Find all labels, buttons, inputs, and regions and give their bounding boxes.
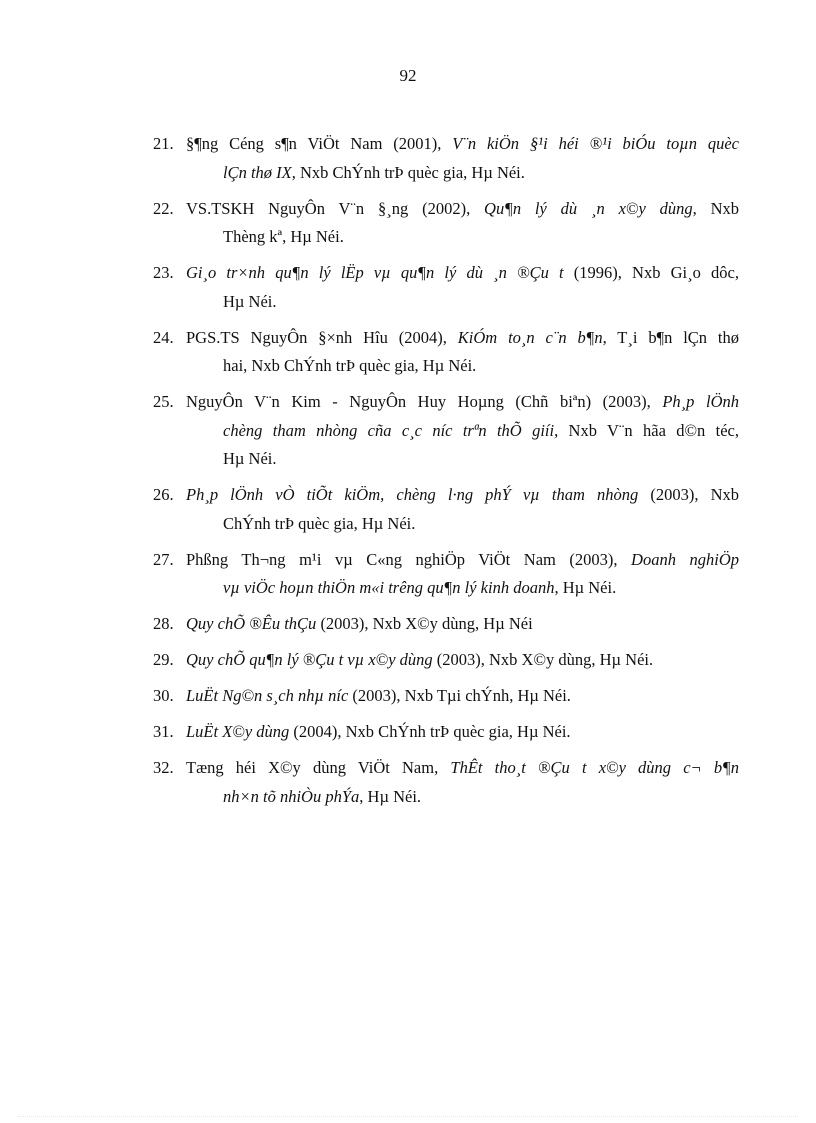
reference-title-segment: ThÊt tho¸t ®Çu t x©y dùng c¬ b¶n: [450, 758, 739, 777]
reference-title-segment: LuËt X©y dùng: [186, 722, 290, 741]
reference-item: [153, 388, 739, 474]
reference-line: [186, 324, 739, 353]
reference-item: [153, 481, 739, 538]
reference-number: 22.: [153, 198, 174, 218]
reference-title-segment: Gi¸o tr×nh qu¶n lý lËp vµ qu¶n lý dù ¸n ®Çu t: [186, 263, 564, 282]
reference-text: [186, 481, 739, 538]
reference-number: 26.: [153, 485, 174, 504]
reference-segment: ChÝnh trÞ quèc gia, Hµ Néi.: [223, 513, 416, 533]
reference-text: [186, 324, 739, 381]
reference-number: 21.: [153, 134, 174, 153]
reference-line: [186, 223, 739, 252]
reference-item: [153, 324, 739, 381]
reference-segment: hai, Nxb ChÝnh trÞ quèc gia, Hµ Néi.: [223, 356, 477, 375]
reference-line: [186, 574, 739, 603]
page-bottom-divider: [18, 1116, 798, 1117]
reference-segment: , Hµ Néi.: [554, 578, 617, 597]
reference-title-segment: Ph¸p lÖnh vÒ tiÕt kiÖm, chèng l·ng phÝ vµ tham nhòng: [186, 485, 639, 504]
reference-text: [186, 610, 739, 639]
reference-text: [186, 754, 739, 811]
page-number: 92: [399, 66, 417, 85]
reference-item: [153, 610, 739, 639]
reference-line: [186, 646, 739, 675]
reference-line: [186, 610, 739, 639]
reference-segment: (2003), Nxb Tµi chÝnh, Hµ Néi.: [348, 686, 571, 705]
reference-segment: (2003), Nxb: [638, 485, 740, 504]
reference-line: [186, 783, 739, 812]
reference-item: [153, 718, 739, 747]
reference-number: 32.: [153, 758, 174, 777]
reference-segment: Hµ Néi.: [223, 291, 277, 311]
reference-text: [186, 130, 739, 187]
reference-number: 31.: [153, 722, 174, 741]
reference-number: 27.: [153, 549, 174, 569]
reference-segment: , Nxb ChÝnh trÞ quèc gia, Hµ Néi.: [291, 162, 525, 182]
reference-line: [186, 445, 739, 474]
reference-segment: , T¸i b¶n lÇn thø: [602, 327, 739, 347]
reference-item: [153, 682, 739, 711]
reference-segment: (2003), Nxb X©y dùng, Hµ Néi: [316, 614, 533, 633]
reference-text: [186, 388, 739, 474]
reference-line: [186, 130, 739, 159]
reference-title-segment: lÇn thø IX: [223, 162, 292, 182]
reference-segment: Thèng kª, Hµ Néi.: [223, 227, 344, 246]
reference-number: 29.: [153, 650, 174, 669]
reference-line: [186, 195, 739, 224]
reference-title-segment: Doanh nghiÖp: [631, 549, 739, 569]
reference-segment: Hµ Néi.: [223, 449, 277, 468]
reference-segment: Phßng Th¬ng m¹i vµ C«ng nghiÖp ViÖt Nam (2003),: [186, 549, 632, 569]
reference-segment: , Nxb: [692, 198, 740, 218]
reference-item: [153, 259, 739, 316]
reference-title-segment: Ph¸p lÖnh: [662, 392, 739, 411]
reference-item: [153, 130, 739, 187]
reference-line: [186, 546, 739, 575]
reference-title-segment: KiÓm to¸n c¨n b¶n: [457, 327, 603, 347]
reference-segment: (2003), Nxb X©y dùng, Hµ Néi.: [432, 650, 654, 669]
reference-number: 25.: [153, 392, 174, 411]
reference-line: [186, 259, 739, 288]
reference-line: [186, 388, 739, 417]
reference-line: [186, 288, 739, 317]
reference-title-segment: Quy chÕ ®Êu thÇu: [186, 614, 317, 633]
reference-segment: VS.TSKH NguyÔn V¨n §¸ng (2002),: [186, 198, 485, 218]
reference-line: [186, 352, 739, 381]
reference-line: [186, 481, 739, 510]
reference-line: [186, 682, 739, 711]
reference-segment: (1996), Nxb Gi¸o dôc,: [563, 263, 739, 282]
reference-text: [186, 546, 739, 603]
reference-segment: Tæng héi X©y dùng ViÖt Nam,: [186, 758, 451, 777]
reference-segment: NguyÔn V¨n Kim - NguyÔn Huy Hoµng (Chñ biªn) (2003),: [186, 392, 663, 411]
reference-title-segment: chèng tham nhòng cña c¸c níc trªn thÕ giíi: [223, 420, 555, 440]
reference-item: [153, 195, 739, 252]
reference-text: [186, 259, 739, 316]
reference-title-segment: Qu¶n lý dù ¸n x©y dùng: [484, 198, 693, 218]
reference-segment: (2004), Nxb ChÝnh trÞ quèc gia, Hµ Néi.: [289, 722, 571, 741]
reference-title-segment: V¨n kiÖn §¹i héi ®¹i biÓu toµn quèc: [452, 134, 739, 153]
reference-item: [153, 646, 739, 675]
reference-line: [186, 417, 739, 446]
reference-item: [153, 546, 739, 603]
reference-title-segment: LuËt Ng©n s¸ch nhµ níc: [186, 686, 349, 705]
reference-line: [186, 510, 739, 539]
reference-number: 24.: [153, 327, 174, 347]
reference-text: [186, 195, 739, 252]
reference-item: [153, 754, 739, 811]
reference-segment: PGS.TS NguyÔn §×nh Hîu (2004),: [186, 327, 458, 347]
reference-number: 30.: [153, 686, 174, 705]
reference-number: 23.: [153, 263, 174, 282]
reference-number: 28.: [153, 614, 174, 633]
reference-list: [153, 130, 739, 819]
reference-line: [186, 159, 739, 188]
reference-title-segment: vµ viÖc hoµn thiÖn m«i trêng qu¶n lý kinh doanh: [223, 578, 555, 597]
reference-title-segment: nh×n tõ nhiÒu phÝa: [223, 786, 360, 806]
reference-line: [186, 718, 739, 747]
reference-text: [186, 646, 739, 675]
reference-segment: §¶ng Céng s¶n ViÖt Nam (2001),: [186, 134, 453, 153]
reference-title-segment: Quy chÕ qu¶n lý ®Çu t vµ x©y dùng: [186, 650, 433, 669]
reference-text: [186, 718, 739, 747]
reference-text: [186, 682, 739, 711]
reference-segment: , Nxb V¨n hãa d©n téc,: [554, 420, 739, 440]
reference-segment: , Hµ Néi.: [359, 786, 422, 806]
reference-line: [186, 754, 739, 783]
